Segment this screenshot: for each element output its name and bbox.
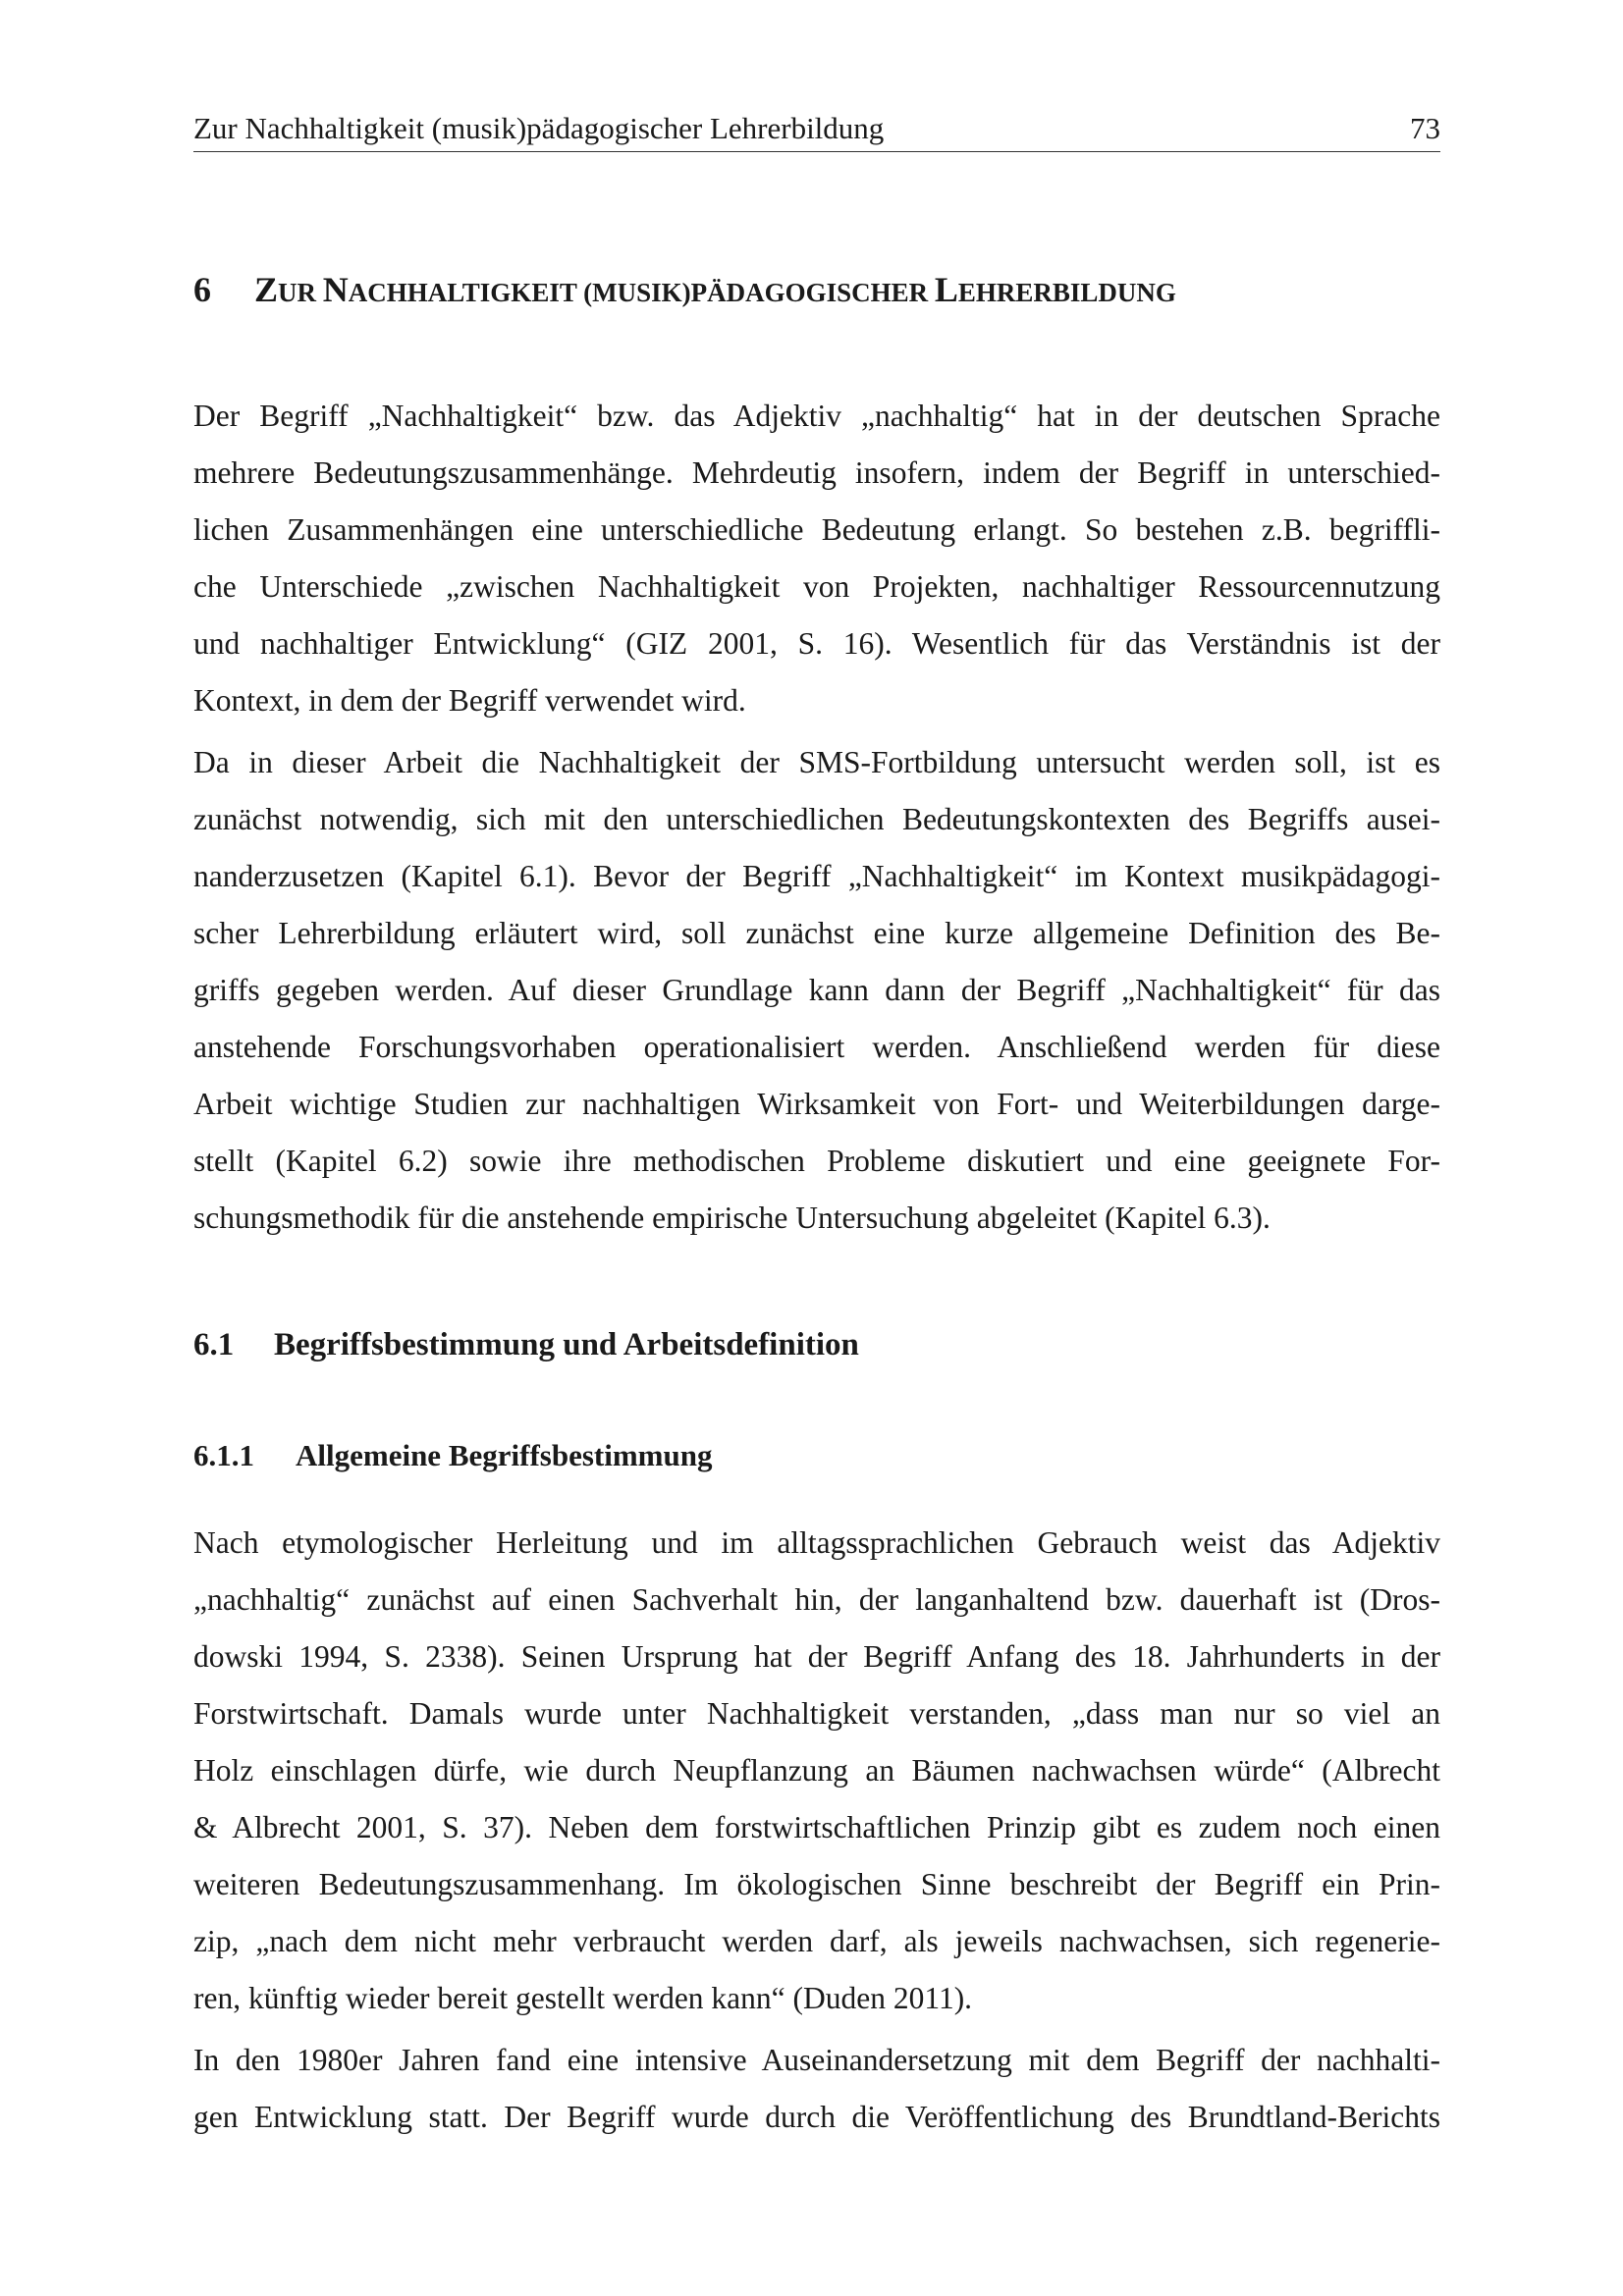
text-line: gen Entwicklung statt. Der Begriff wurde durch die Veröffentlichung des Brundtland-Berichts [193,2100,1440,2134]
chapter-title-part: )P [681,278,708,307]
paragraph-1 [193,388,1440,729]
text-line: Da in dieser Arbeit die Nachhaltigkeit der SMS-Fortbildung untersucht werden soll, ist es [193,745,1440,779]
text-line: mehrere Bedeutungszusammenhänge. Mehrdeutig insofern, indem der Begriff in unterschied- [193,455,1440,490]
text-line: anstehende Forschungsvorhaben operationalisiert werden. Anschließend werden für diese [193,1030,1440,1064]
paragraph-3 [193,1515,1440,2027]
running-header-title: Zur Nachhaltigkeit (musik)pädagogischer Lehrerbildung [193,111,885,145]
paragraph-4 [193,2032,1440,2146]
text-line: stellt (Kapitel 6.2) sowie ihre methodischen Probleme diskutiert und eine geeignete For- [193,1144,1440,1178]
text-line: Kontext, in dem der Begriff verwendet wird. [193,683,746,718]
paragraph-2 [193,734,1440,1247]
subsection-title: Allgemeine Begriffsbestimmung [296,1438,713,1472]
section-heading [193,1320,1440,1369]
chapter-title [254,270,1176,309]
chapter-title-part: L [934,270,958,309]
text-line: scher Lehrerbildung erläutert wird, soll zunächst eine kurze allgemeine Definition des Be- [193,916,1440,950]
chapter-title-part: MUSIK [592,278,682,307]
text-line: „nachhaltig“ zunächst auf einen Sachverhalt hin, der langanhaltend bzw. dauerhaft ist (Dros- [193,1582,1440,1617]
chapter-title-part: N [322,270,349,309]
chapter-number: 6 [193,270,211,309]
page-number: 73 [1410,111,1440,145]
subsection-heading [193,1431,1440,1480]
text-line: ren, künftig wieder bereit gestellt werden kann“ (Duden 2011). [193,1981,973,2015]
text-line: dowski 1994, S. 2338). Seinen Ursprung hat der Begriff Anfang des 18. Jahrhunderts in der [193,1639,1440,1674]
text-line: zunächst notwendig, sich mit den unterschiedlichen Bedeutungskontexten des Begriffs ausei- [193,802,1440,836]
text-line: & Albrecht 2001, S. 37). Neben dem forstwirtschaftlichen Prinzip gibt es zudem noch einen [193,1810,1440,1844]
chapter-title-part: ÄDAGOGISCHER [707,278,935,307]
running-header [193,106,1440,152]
text-line: weiteren Bedeutungszusammenhang. Im ökologischen Sinne beschreibt der Begriff ein Prin- [193,1867,1440,1901]
text-line: nanderzusetzen (Kapitel 6.1). Bevor der Begriff „Nachhaltigkeit“ im Kontext musikpädagogi- [193,859,1440,893]
section-title: Begriffsbestimmung und Arbeitsdefinition [274,1327,859,1362]
text-line: Forstwirtschaft. Damals wurde unter Nachhaltigkeit verstanden, „dass man nur so viel an [193,1696,1440,1731]
text-line: Arbeit wichtige Studien zur nachhaltigen Wirksamkeit von Fort- und Weiterbildungen darge- [193,1087,1440,1121]
text-line: schungsmethodik für die anstehende empirische Untersuchung abgeleitet (Kapitel 6.3). [193,1201,1271,1235]
text-line: lichen Zusammenhängen eine unterschiedliche Bedeutung erlangt. So bestehen z.B. begriffli- [193,512,1440,547]
chapter-heading [193,265,1440,317]
text-line: griffs gegeben werden. Auf dieser Grundlage kann dann der Begriff „Nachhaltigkeit“ für das [193,973,1440,1007]
chapter-title-part: UR [278,278,323,307]
text-line: Nach etymologischer Herleitung und im alltagssprachlichen Gebrauch weist das Adjektiv [193,1525,1440,1560]
subsection-number: 6.1.1 [193,1438,254,1472]
section-number: 6.1 [193,1327,235,1362]
text-line: Holz einschlagen dürfe, wie durch Neupflanzung an Bäumen nachwachsen würde“ (Albrecht [193,1753,1440,1788]
chapter-title-part: EHRERBILDUNG [957,278,1176,307]
text-line: In den 1980er Jahren fand eine intensive Auseinandersetzung mit dem Begriff der nachhalti- [193,2043,1440,2077]
text-line: zip, „nach dem nicht mehr verbraucht werden darf, als jeweils nachwachsen, sich regenerie- [193,1924,1440,1958]
text-line: che Unterschiede „zwischen Nachhaltigkeit von Projekten, nachhaltiger Ressourcennutzung [193,569,1440,604]
text-line: Der Begriff „Nachhaltigkeit“ bzw. das Adjektiv „nachhaltig“ hat in der deutschen Sprache [193,399,1440,433]
chapter-title-part: ACHHALTIGKEIT ( [348,278,593,307]
text-line: und nachhaltiger Entwicklung“ (GIZ 2001, S. 16). Wesentlich für das Verständnis ist der [193,626,1440,661]
chapter-title-part: Z [254,270,279,309]
